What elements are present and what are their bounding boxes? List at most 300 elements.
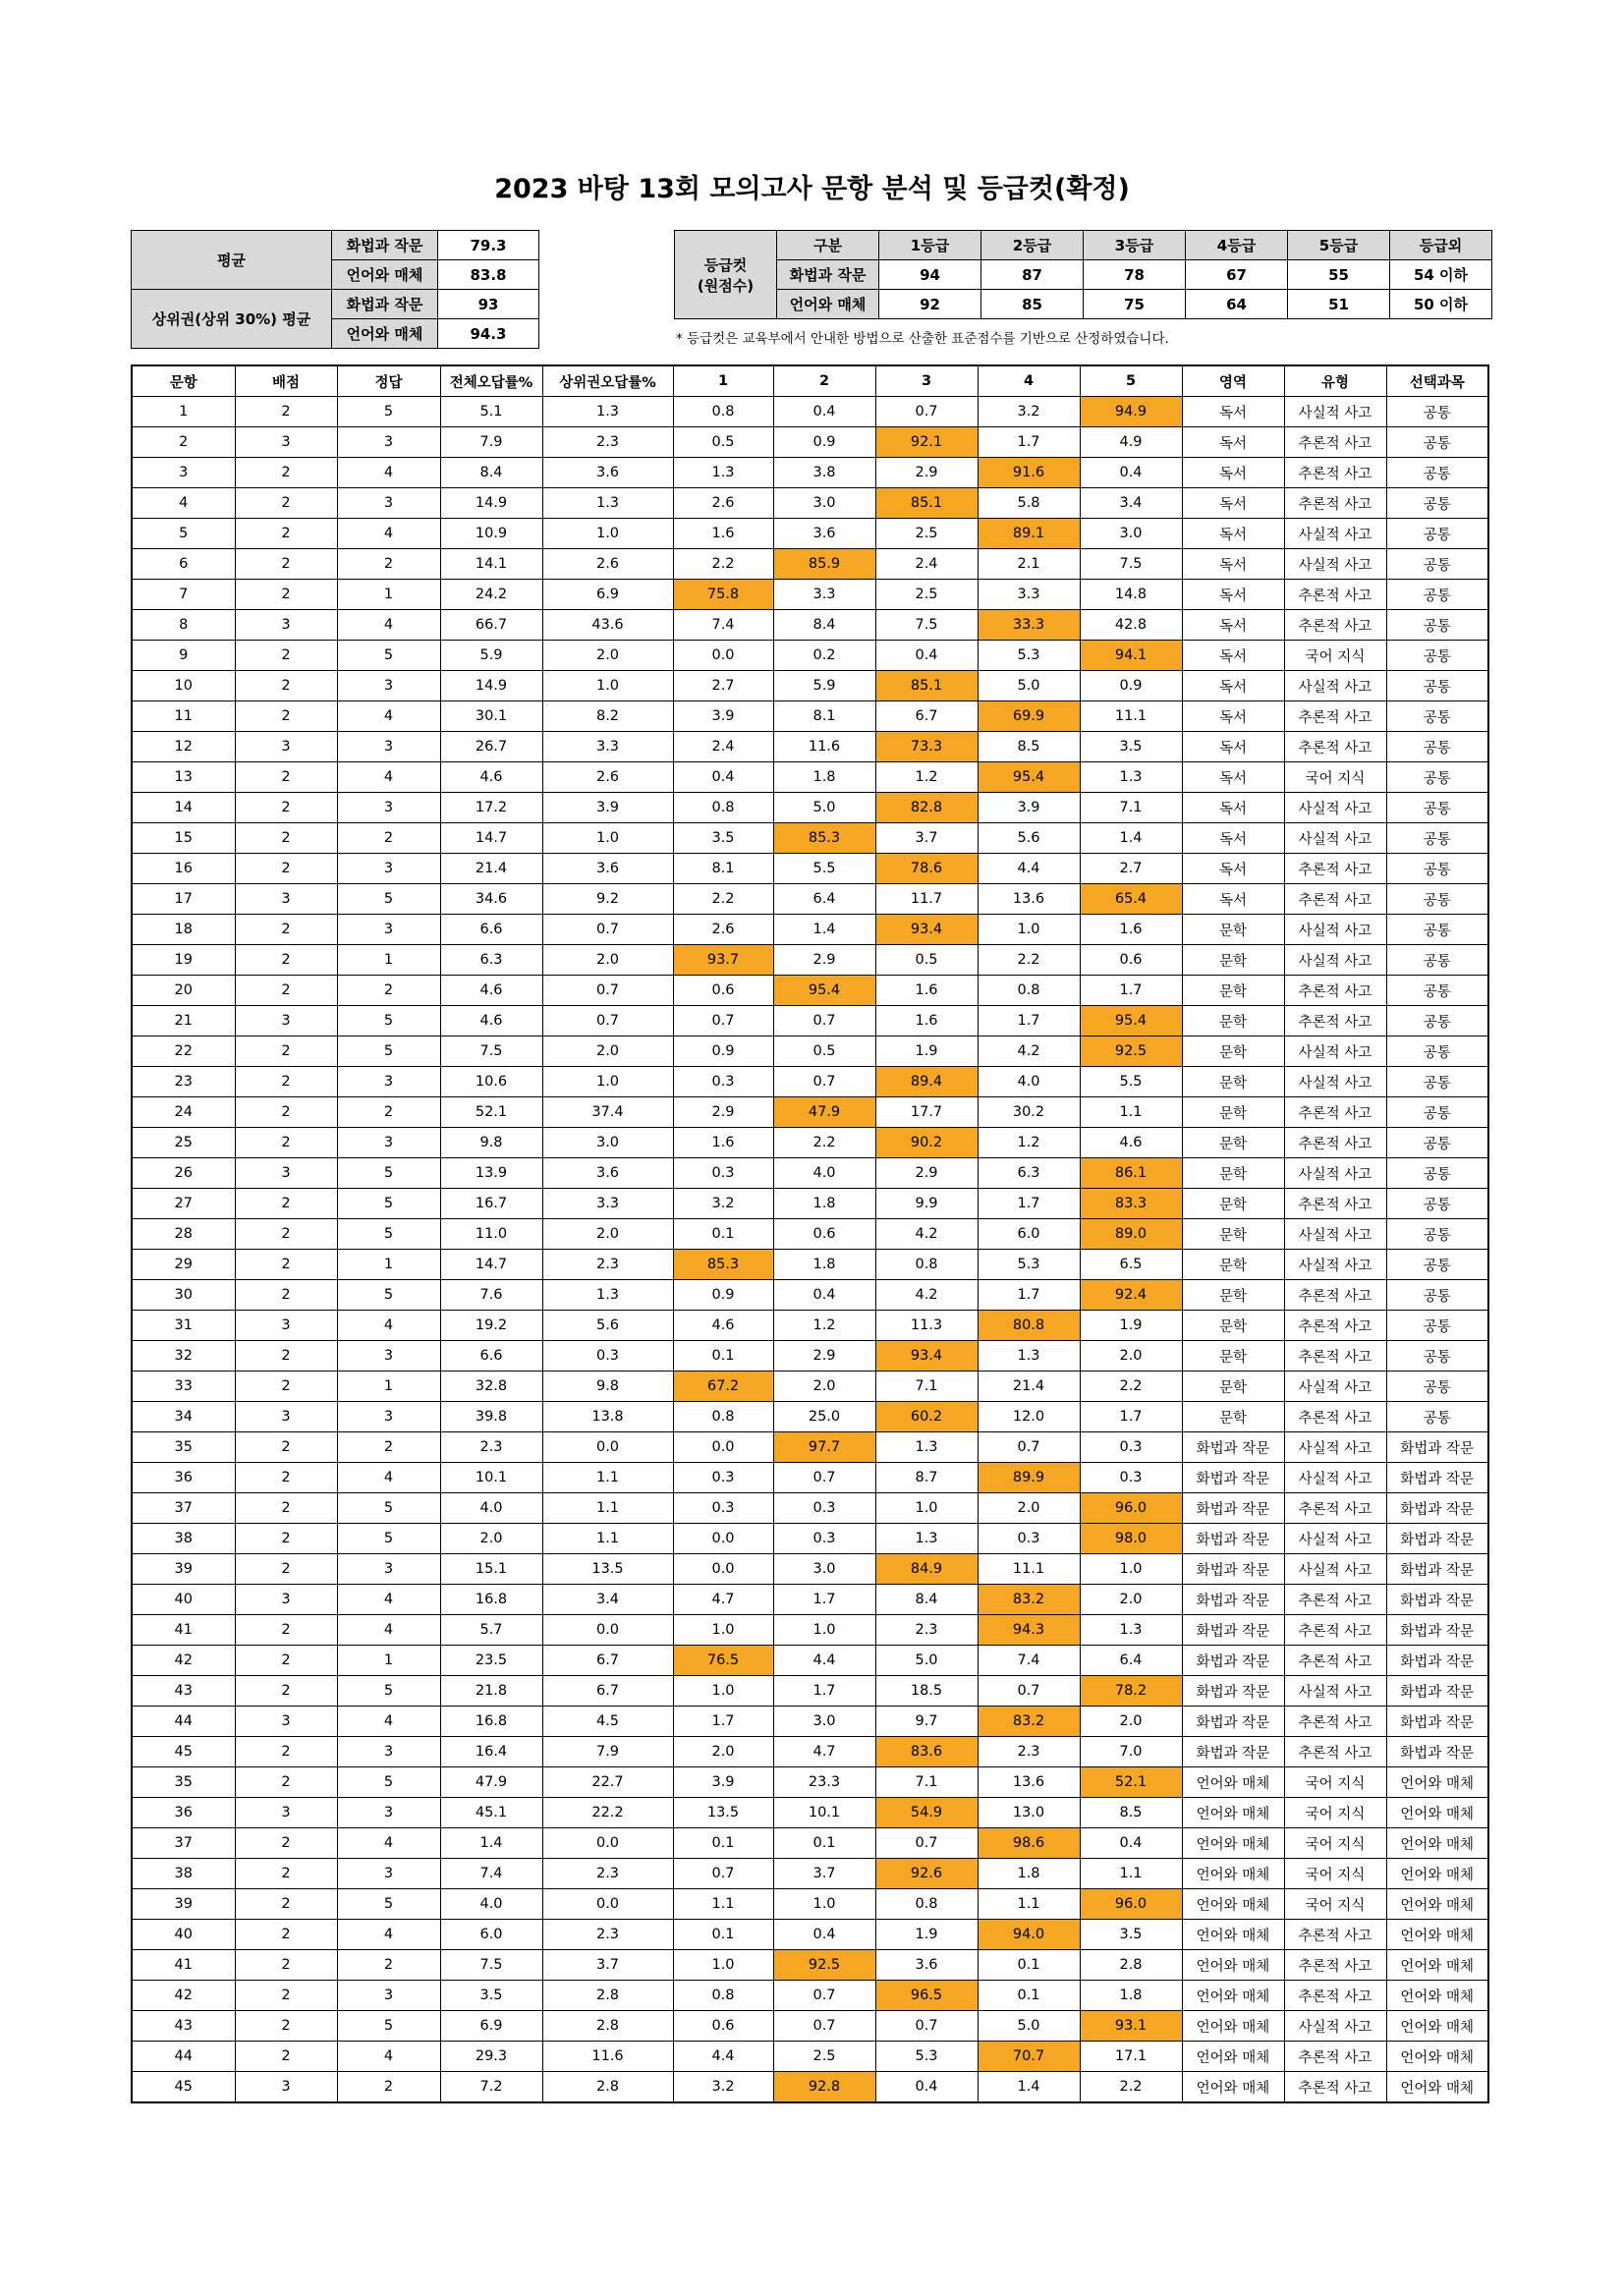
points: 2 (235, 915, 337, 945)
choice-4-rate: 6.3 (978, 1158, 1080, 1189)
domain: 문학 (1182, 1097, 1284, 1128)
type: 추론적 사고 (1284, 1707, 1386, 1737)
total-error-rate: 24.2 (440, 580, 542, 610)
choice-1-rate: 2.4 (673, 732, 773, 762)
elective: 공통 (1386, 823, 1488, 854)
elective: 화법과 작문 (1386, 1554, 1488, 1585)
grade-cut-subject: 화법과 작문 (777, 260, 879, 290)
choice-3-rate: 2.9 (875, 458, 978, 488)
points: 2 (235, 1463, 337, 1493)
item-no: 38 (132, 1524, 235, 1554)
elective: 화법과 작문 (1386, 1646, 1488, 1676)
table-row (132, 1981, 1488, 2011)
answer: 2 (337, 2072, 440, 2103)
total-error-rate: 1.4 (440, 1828, 542, 1859)
answer: 4 (337, 610, 440, 641)
choice-2-rate: 3.7 (773, 1859, 875, 1889)
choice-2-rate: 1.2 (773, 1311, 875, 1341)
choice-2-rate: 4.4 (773, 1646, 875, 1676)
total-error-rate: 14.7 (440, 823, 542, 854)
choice-3-rate: 0.4 (875, 641, 978, 671)
table-row (132, 701, 1488, 732)
choice-5-rate: 0.6 (1080, 945, 1182, 976)
total-error-rate: 30.1 (440, 701, 542, 732)
summary-row (132, 231, 539, 260)
elective: 공통 (1386, 1341, 1488, 1372)
choice-5-rate: 1.7 (1080, 1402, 1182, 1432)
choice-1-rate: 2.6 (673, 915, 773, 945)
choice-1-rate: 3.2 (673, 2072, 773, 2103)
total-error-rate: 16.8 (440, 1585, 542, 1615)
grade-cut-header-row (675, 231, 1492, 260)
table-row (132, 1432, 1488, 1463)
choice-3-rate: 92.6 (875, 1859, 978, 1889)
points: 3 (235, 1798, 337, 1828)
total-error-rate: 21.8 (440, 1676, 542, 1707)
domain: 독서 (1182, 427, 1284, 458)
choice-4-rate: 5.3 (978, 1250, 1080, 1280)
total-error-rate: 52.1 (440, 1097, 542, 1128)
choice-3-rate: 7.1 (875, 1767, 978, 1798)
choice-2-rate: 0.3 (773, 1524, 875, 1554)
item-no: 39 (132, 1554, 235, 1585)
answer: 4 (337, 458, 440, 488)
choice-2-rate: 92.8 (773, 2072, 875, 2103)
choice-3-rate: 0.5 (875, 945, 978, 976)
choice-1-rate: 2.9 (673, 1097, 773, 1128)
top-error-rate: 2.3 (542, 1250, 673, 1280)
elective: 공통 (1386, 915, 1488, 945)
grade-cut-value: 64 (1186, 290, 1288, 319)
choice-5-rate: 1.6 (1080, 915, 1182, 945)
choice-5-rate: 89.0 (1080, 1219, 1182, 1250)
type: 추론적 사고 (1284, 854, 1386, 884)
domain: 문학 (1182, 1158, 1284, 1189)
choice-3-rate: 1.2 (875, 762, 978, 793)
choice-1-rate: 4.4 (673, 2042, 773, 2072)
table-row (132, 519, 1488, 549)
choice-1-rate: 1.6 (673, 1128, 773, 1158)
type: 추론적 사고 (1284, 1737, 1386, 1767)
choice-3-rate: 85.1 (875, 671, 978, 701)
answer: 3 (337, 793, 440, 823)
table-row (132, 2072, 1488, 2103)
choice-4-rate: 33.3 (978, 610, 1080, 641)
choice-2-rate: 0.4 (773, 397, 875, 427)
item-no: 42 (132, 1981, 235, 2011)
choice-3-rate: 1.0 (875, 1493, 978, 1524)
type: 추론적 사고 (1284, 976, 1386, 1006)
total-error-rate: 14.1 (440, 549, 542, 580)
choice-4-rate: 0.3 (978, 1524, 1080, 1554)
domain: 독서 (1182, 610, 1284, 641)
type: 국어 지식 (1284, 1798, 1386, 1828)
domain: 독서 (1182, 732, 1284, 762)
table-row (132, 641, 1488, 671)
choice-1-rate: 0.6 (673, 976, 773, 1006)
type: 사실적 사고 (1284, 671, 1386, 701)
item-no: 37 (132, 1493, 235, 1524)
choice-3-rate: 9.7 (875, 1707, 978, 1737)
elective: 공통 (1386, 519, 1488, 549)
elective: 언어와 매체 (1386, 1889, 1488, 1920)
grade-cut-value: 54 이하 (1390, 260, 1492, 290)
domain: 독서 (1182, 458, 1284, 488)
elective: 공통 (1386, 671, 1488, 701)
choice-2-rate: 5.9 (773, 671, 875, 701)
choice-3-rate: 96.5 (875, 1981, 978, 2011)
top-error-rate: 1.3 (542, 397, 673, 427)
item-no: 39 (132, 1889, 235, 1920)
choice-3-rate: 93.4 (875, 1341, 978, 1372)
total-error-rate: 2.3 (440, 1432, 542, 1463)
domain: 독서 (1182, 823, 1284, 854)
choice-3-rate: 7.5 (875, 610, 978, 641)
top-error-rate: 2.0 (542, 1036, 673, 1067)
choice-1-rate: 4.6 (673, 1311, 773, 1341)
type: 추론적 사고 (1284, 488, 1386, 519)
choice-1-rate: 13.5 (673, 1798, 773, 1828)
points: 2 (235, 1646, 337, 1676)
domain: 독서 (1182, 793, 1284, 823)
type: 추론적 사고 (1284, 610, 1386, 641)
domain: 문학 (1182, 1280, 1284, 1311)
answer: 5 (337, 2011, 440, 2042)
choice-4-rate: 13.6 (978, 1767, 1080, 1798)
table-row (132, 1311, 1488, 1341)
choice-5-rate: 3.0 (1080, 519, 1182, 549)
choice-1-rate: 1.7 (673, 1707, 773, 1737)
choice-2-rate: 1.0 (773, 1615, 875, 1646)
choice-1-rate: 1.3 (673, 458, 773, 488)
type: 추론적 사고 (1284, 427, 1386, 458)
answer: 3 (337, 854, 440, 884)
choice-5-rate: 96.0 (1080, 1493, 1182, 1524)
answer: 3 (337, 671, 440, 701)
item-no: 33 (132, 1372, 235, 1402)
item-no: 35 (132, 1432, 235, 1463)
elective: 언어와 매체 (1386, 1981, 1488, 2011)
type: 사실적 사고 (1284, 1676, 1386, 1707)
domain: 화법과 작문 (1182, 1493, 1284, 1524)
item-no: 43 (132, 2011, 235, 2042)
table-row (132, 854, 1488, 884)
top-error-rate: 2.3 (542, 1859, 673, 1889)
elective: 공통 (1386, 1372, 1488, 1402)
answer: 5 (337, 641, 440, 671)
total-error-rate: 6.3 (440, 945, 542, 976)
answer: 3 (337, 1402, 440, 1432)
table-row (132, 1341, 1488, 1372)
total-error-rate: 29.3 (440, 2042, 542, 2072)
table-row (132, 793, 1488, 823)
choice-3-rate: 17.7 (875, 1097, 978, 1128)
choice-2-rate: 1.8 (773, 1189, 875, 1219)
choice-1-rate: 0.0 (673, 1432, 773, 1463)
domain: 독서 (1182, 519, 1284, 549)
elective: 화법과 작문 (1386, 1585, 1488, 1615)
choice-1-rate: 0.0 (673, 1554, 773, 1585)
choice-1-rate: 0.1 (673, 1341, 773, 1372)
table-row (132, 1737, 1488, 1767)
choice-2-rate: 0.4 (773, 1280, 875, 1311)
domain: 언어와 매체 (1182, 2011, 1284, 2042)
answer: 2 (337, 1432, 440, 1463)
answer: 3 (337, 1859, 440, 1889)
domain: 화법과 작문 (1182, 1646, 1284, 1676)
top-error-rate: 6.9 (542, 580, 673, 610)
elective: 화법과 작문 (1386, 1432, 1488, 1463)
total-error-rate: 4.6 (440, 1006, 542, 1036)
choice-4-rate: 3.2 (978, 397, 1080, 427)
domain: 언어와 매체 (1182, 2042, 1284, 2072)
grade-cut-label-line2: (원점수) (697, 276, 755, 295)
top-error-rate: 2.3 (542, 427, 673, 458)
choice-4-rate: 5.8 (978, 488, 1080, 519)
choice-3-rate: 83.6 (875, 1737, 978, 1767)
choice-5-rate: 92.4 (1080, 1280, 1182, 1311)
elective: 언어와 매체 (1386, 1950, 1488, 1981)
domain: 독서 (1182, 397, 1284, 427)
total-error-rate: 6.9 (440, 2011, 542, 2042)
elective: 언어와 매체 (1386, 1859, 1488, 1889)
total-error-rate: 39.8 (440, 1402, 542, 1432)
choice-5-rate: 65.4 (1080, 884, 1182, 915)
choice-5-rate: 95.4 (1080, 1006, 1182, 1036)
domain: 문학 (1182, 1402, 1284, 1432)
domain: 언어와 매체 (1182, 2072, 1284, 2103)
total-error-rate: 11.0 (440, 1219, 542, 1250)
choice-5-rate: 94.1 (1080, 641, 1182, 671)
choice-3-rate: 9.9 (875, 1189, 978, 1219)
answer: 5 (337, 1158, 440, 1189)
item-no: 16 (132, 854, 235, 884)
top-error-rate: 3.3 (542, 1189, 673, 1219)
choice-3-rate: 2.4 (875, 549, 978, 580)
choice-5-rate: 96.0 (1080, 1889, 1182, 1920)
choice-4-rate: 13.0 (978, 1798, 1080, 1828)
elective: 화법과 작문 (1386, 1463, 1488, 1493)
choice-2-rate: 1.0 (773, 1889, 875, 1920)
type: 추론적 사고 (1284, 1646, 1386, 1676)
choice-2-rate: 2.0 (773, 1372, 875, 1402)
domain: 문학 (1182, 1128, 1284, 1158)
choice-4-rate: 5.0 (978, 2011, 1080, 2042)
item-no: 20 (132, 976, 235, 1006)
choice-5-rate: 4.9 (1080, 427, 1182, 458)
domain: 독서 (1182, 641, 1284, 671)
table-row (132, 976, 1488, 1006)
domain: 문학 (1182, 1341, 1284, 1372)
type: 사실적 사고 (1284, 397, 1386, 427)
top-error-rate: 0.3 (542, 1341, 673, 1372)
grade-cut-header: 5등급 (1288, 231, 1390, 260)
top-error-rate: 0.7 (542, 1006, 673, 1036)
answer: 5 (337, 1006, 440, 1036)
table-row (132, 762, 1488, 793)
type: 사실적 사고 (1284, 823, 1386, 854)
item-no: 17 (132, 884, 235, 915)
item-no: 8 (132, 610, 235, 641)
item-no: 18 (132, 915, 235, 945)
answer: 2 (337, 823, 440, 854)
elective: 공통 (1386, 793, 1488, 823)
points: 2 (235, 2042, 337, 2072)
choice-3-rate: 1.6 (875, 976, 978, 1006)
header-col-choice-2: 2 (773, 365, 875, 397)
domain: 언어와 매체 (1182, 1920, 1284, 1950)
domain: 문학 (1182, 915, 1284, 945)
choice-5-rate: 98.0 (1080, 1524, 1182, 1554)
total-error-rate: 14.7 (440, 1250, 542, 1280)
top-error-rate: 3.6 (542, 1158, 673, 1189)
choice-1-rate: 85.3 (673, 1250, 773, 1280)
choice-2-rate: 0.2 (773, 641, 875, 671)
choice-1-rate: 2.0 (673, 1737, 773, 1767)
type: 추론적 사고 (1284, 2072, 1386, 2103)
points: 3 (235, 427, 337, 458)
choice-5-rate: 17.1 (1080, 2042, 1182, 2072)
top-error-rate: 0.7 (542, 915, 673, 945)
choice-5-rate: 1.4 (1080, 823, 1182, 854)
domain: 화법과 작문 (1182, 1463, 1284, 1493)
points: 3 (235, 884, 337, 915)
choice-4-rate: 2.1 (978, 549, 1080, 580)
total-error-rate: 15.1 (440, 1554, 542, 1585)
points: 2 (235, 854, 337, 884)
choice-3-rate: 18.5 (875, 1676, 978, 1707)
elective: 언어와 매체 (1386, 2011, 1488, 2042)
type: 추론적 사고 (1284, 701, 1386, 732)
choice-1-rate: 93.7 (673, 945, 773, 976)
type: 국어 지식 (1284, 641, 1386, 671)
table-row (132, 1128, 1488, 1158)
points: 2 (235, 1615, 337, 1646)
top-error-rate: 6.7 (542, 1646, 673, 1676)
type: 사실적 사고 (1284, 1463, 1386, 1493)
choice-2-rate: 0.3 (773, 1493, 875, 1524)
domain: 화법과 작문 (1182, 1432, 1284, 1463)
type: 사실적 사고 (1284, 915, 1386, 945)
elective: 언어와 매체 (1386, 2042, 1488, 2072)
table-body (132, 397, 1488, 2103)
total-error-rate: 13.9 (440, 1158, 542, 1189)
grade-cut-value: 51 (1288, 290, 1390, 319)
choice-2-rate: 3.0 (773, 1554, 875, 1585)
answer: 3 (337, 1067, 440, 1097)
answer: 4 (337, 1311, 440, 1341)
table-row (132, 1554, 1488, 1585)
points: 3 (235, 732, 337, 762)
choice-3-rate: 1.3 (875, 1432, 978, 1463)
choice-2-rate: 11.6 (773, 732, 875, 762)
summary-value: 83.8 (438, 260, 539, 290)
type: 추론적 사고 (1284, 732, 1386, 762)
table-row (132, 1250, 1488, 1280)
item-no: 45 (132, 1737, 235, 1767)
choice-3-rate: 2.3 (875, 1615, 978, 1646)
top-error-rate: 13.5 (542, 1554, 673, 1585)
grade-cut-value: 75 (1084, 290, 1186, 319)
total-error-rate: 4.6 (440, 762, 542, 793)
elective: 공통 (1386, 854, 1488, 884)
item-no: 7 (132, 580, 235, 610)
choice-1-rate: 2.2 (673, 549, 773, 580)
item-no: 4 (132, 488, 235, 519)
domain: 화법과 작문 (1182, 1707, 1284, 1737)
item-no: 38 (132, 1859, 235, 1889)
top-error-rate: 22.2 (542, 1798, 673, 1828)
choice-1-rate: 0.8 (673, 793, 773, 823)
choice-1-rate: 0.8 (673, 397, 773, 427)
choice-4-rate: 95.4 (978, 762, 1080, 793)
elective: 화법과 작문 (1386, 1676, 1488, 1707)
choice-5-rate: 1.8 (1080, 1981, 1182, 2011)
points: 3 (235, 610, 337, 641)
domain: 문학 (1182, 945, 1284, 976)
elective: 공통 (1386, 1189, 1488, 1219)
choice-5-rate: 93.1 (1080, 2011, 1182, 2042)
choice-2-rate: 10.1 (773, 1798, 875, 1828)
top-error-rate: 1.0 (542, 1067, 673, 1097)
choice-4-rate: 0.7 (978, 1676, 1080, 1707)
elective: 공통 (1386, 488, 1488, 519)
type: 사실적 사고 (1284, 1036, 1386, 1067)
top-error-rate: 2.3 (542, 1920, 673, 1950)
top-error-rate: 1.3 (542, 1280, 673, 1311)
item-no: 3 (132, 458, 235, 488)
choice-2-rate: 0.7 (773, 2011, 875, 2042)
choice-1-rate: 2.2 (673, 884, 773, 915)
answer: 1 (337, 1250, 440, 1280)
points: 3 (235, 1585, 337, 1615)
choice-2-rate: 3.8 (773, 458, 875, 488)
table-row (132, 1798, 1488, 1828)
choice-1-rate: 4.7 (673, 1585, 773, 1615)
choice-3-rate: 82.8 (875, 793, 978, 823)
choice-4-rate: 89.1 (978, 519, 1080, 549)
domain: 독서 (1182, 884, 1284, 915)
type: 추론적 사고 (1284, 1341, 1386, 1372)
choice-1-rate: 75.8 (673, 580, 773, 610)
table-row (132, 884, 1488, 915)
grade-cut-note: * 등급컷은 교육부에서 안내한 방법으로 산출한 표준점수를 기반으로 산정하였습니다. (676, 331, 1169, 347)
answer: 5 (337, 1676, 440, 1707)
item-no: 43 (132, 1676, 235, 1707)
choice-2-rate: 97.7 (773, 1432, 875, 1463)
summary-subject: 언어와 매체 (332, 319, 438, 349)
top-error-rate: 1.1 (542, 1493, 673, 1524)
choice-4-rate: 94.0 (978, 1920, 1080, 1950)
domain: 문학 (1182, 1311, 1284, 1341)
domain: 독서 (1182, 671, 1284, 701)
points: 2 (235, 701, 337, 732)
table-row (132, 732, 1488, 762)
points: 2 (235, 488, 337, 519)
choice-3-rate: 8.4 (875, 1585, 978, 1615)
answer: 3 (337, 732, 440, 762)
choice-4-rate: 80.8 (978, 1311, 1080, 1341)
type: 추론적 사고 (1284, 1981, 1386, 2011)
type: 사실적 사고 (1284, 945, 1386, 976)
choice-3-rate: 1.9 (875, 1920, 978, 1950)
elective: 화법과 작문 (1386, 1524, 1488, 1554)
choice-2-rate: 85.9 (773, 549, 875, 580)
type: 추론적 사고 (1284, 1615, 1386, 1646)
table-row (132, 1676, 1488, 1707)
points: 2 (235, 762, 337, 793)
choice-4-rate: 1.3 (978, 1341, 1080, 1372)
